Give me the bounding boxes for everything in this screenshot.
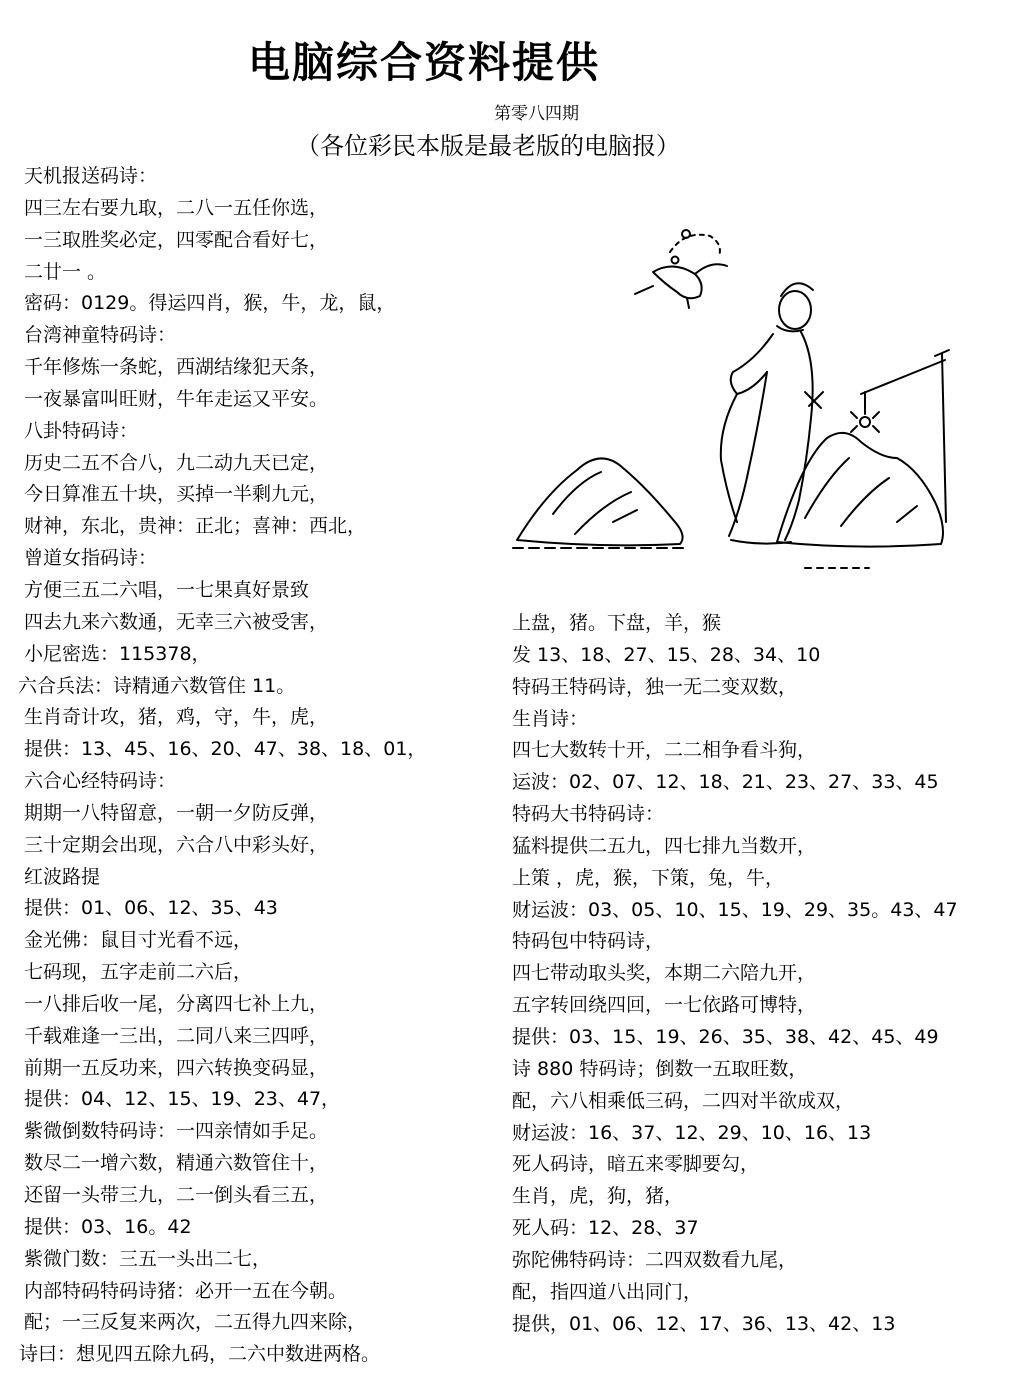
text-line: 特码大书特码诗：	[512, 803, 665, 826]
pole-frame-icon	[861, 350, 949, 522]
text-line: 六合心经特码诗：	[24, 770, 177, 793]
text-line: 配；一三反复来两次，二五得九四来除，	[24, 1311, 367, 1334]
text-line: 台湾神童特码诗：	[24, 324, 177, 347]
text-line: 提供：04、12、15、19、23、47，	[24, 1088, 341, 1111]
text-line: 一三取胜奖必定，四零配合看好七，	[24, 228, 329, 251]
text-line: 曾道女指码诗：	[24, 547, 158, 570]
text-line: 前期一五反功来，四六转换变码显，	[24, 1056, 329, 1079]
text-line: 死人码诗，暗五来零脚要勾，	[512, 1153, 760, 1176]
text-line: 七码现，五字走前二六后，	[24, 961, 253, 984]
ground-line-icon	[513, 548, 869, 568]
text-line: 财运波：16、37、12、29、10、16、13	[512, 1121, 872, 1144]
text-line: 数尽二一增六数，精通六数管住十，	[24, 1152, 329, 1175]
text-line: 千载难逢一三出，二同八来三四呼，	[24, 1024, 329, 1047]
text-line: 红波路提	[24, 865, 101, 888]
text-line: 方便三五二六唱，一七果真好景致	[24, 578, 310, 601]
text-line: 提供：13、45、16、20、47、38、18、01，	[24, 738, 427, 761]
text-line: 密码：0129。得运四肖，猴，牛，龙，鼠，	[24, 292, 396, 315]
text-line: 天机报送码诗：	[24, 165, 158, 187]
text-line: 今日算准五十块，买掉一半剩九元，	[24, 483, 329, 506]
text-line: 紫微倒数特码诗：一四亲情如手足。	[24, 1120, 329, 1143]
text-line: 配，六八相乘低三码，二四对半欲成双，	[512, 1089, 855, 1112]
text-line: 四七大数转十开，二二相争看斗狗，	[512, 739, 817, 762]
text-line: 期期一八特留意，一朝一夕防反弹，	[24, 801, 329, 824]
text-line: 内部特码特码诗猪：必开一五在今朝。	[24, 1279, 348, 1302]
text-line: 生肖奇计攻，猪，鸡，守，牛，虎，	[24, 706, 329, 729]
text-line: 历史二五不合八，九二动九天已定，	[24, 451, 329, 474]
text-line: 诗曰：想见四五除九码，二六中数进两格。	[19, 1343, 381, 1366]
text-line: 特码王特码诗，独一无二变双数，	[512, 675, 798, 698]
text-line: 提供：01、06、12、35、43	[24, 897, 278, 920]
text-line: 千年修炼一条蛇，西湖结缘犯天条，	[24, 356, 329, 379]
text-line: 还留一头带三九，二一倒头看三五，	[24, 1184, 329, 1206]
text-line: 提供：03、16。42	[24, 1215, 192, 1238]
ink-illustration	[505, 222, 995, 582]
text-line: 提供，01、06、12、17、36、13、42、13	[512, 1312, 896, 1335]
text-line: 发 13、18、27、15、28、34、10	[512, 643, 821, 666]
text-line: 五字转回绕四回，一七依路可博特，	[512, 994, 817, 1017]
text-line: 配，指四道八出同门，	[512, 1280, 703, 1303]
text-line: 六合兵法：诗精通六数管住 11。	[18, 674, 296, 697]
text-line: 财运波：03、05、10、15、19、29、35。43、47	[512, 898, 958, 921]
woman-figure-icon	[721, 283, 823, 543]
text-line: 上盘，猪。下盘，羊，猴	[512, 612, 722, 634]
flower-ring-icon	[670, 230, 720, 264]
text-line: 生肖诗：	[512, 707, 589, 730]
text-line: 上策 ，虎，猴，下策，兔，牛，	[512, 866, 785, 889]
text-line: 财神，东北，贵神：正北；喜神：西北，	[24, 515, 367, 538]
text-line: 四去九来六数通，无幸三六被受害，	[24, 610, 329, 633]
text-line: 金光佛：鼠目寸光看不远，	[24, 929, 253, 952]
bird-icon	[635, 264, 727, 308]
text-line: 生肖，虎，狗，猪，	[512, 1185, 684, 1208]
text-line: 死人码：12、28、37	[512, 1217, 699, 1240]
text-line: 提供：03、15、19、26、35、38、42、45、49	[512, 1025, 939, 1048]
text-line: 弥陀佛特码诗：二四双数看九尾，	[512, 1248, 798, 1271]
text-line: 特码包中特码诗，	[512, 930, 665, 953]
text-line: 八卦特码诗：	[24, 419, 139, 442]
text-line: 运波：02、07、12、18、21、23、27、33、45	[512, 771, 939, 794]
text-line: 诗 880 特码诗；倒数一五取旺数，	[512, 1057, 808, 1080]
text-line: 小尼密选：115378，	[24, 642, 211, 665]
right-text-column	[512, 608, 1032, 1340]
text-line: 三十定期会出现，六合八中彩头好，	[24, 833, 329, 856]
text-line: 一夜暴富叫旺财，牛年走运又平安。	[24, 387, 329, 410]
page-title: 电脑综合资料提供	[248, 38, 601, 87]
issue-number: 第零八四期	[494, 104, 579, 124]
text-line: 二廿一 。	[24, 260, 107, 283]
text-line: 猛料提供二五九，四七排九当数开，	[512, 834, 817, 857]
left-text-column	[18, 161, 494, 1371]
rock-left-icon	[517, 458, 683, 545]
text-line: 紫微门数：三五一头出二七，	[24, 1247, 272, 1270]
text-line: 一八排后收一尾，分离四七补上九，	[24, 992, 329, 1015]
page-subtitle: （各位彩民本版是最老版的电脑报）	[296, 132, 680, 160]
text-line: 四三左右要九取，二八一五任你选，	[24, 196, 329, 219]
text-line: 四七带动取头奖，本期二六陪九开，	[512, 962, 817, 985]
